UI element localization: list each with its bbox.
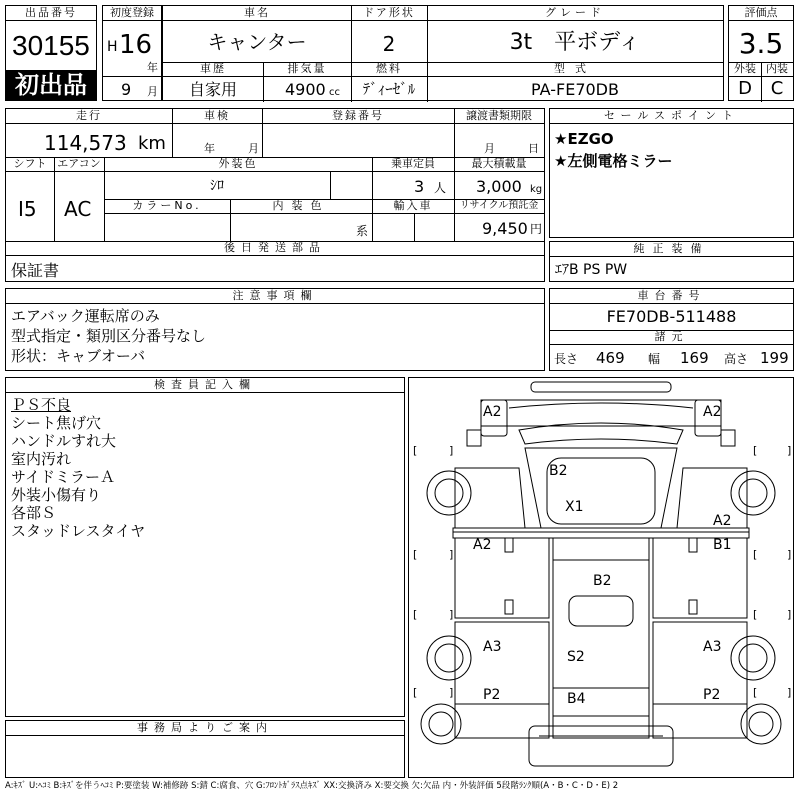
chassis-label: 車台番号: [550, 289, 793, 304]
capacity-label: 乗車定員: [372, 157, 454, 172]
fuel-label: 燃料: [351, 62, 427, 77]
score: 3.5: [738, 27, 784, 60]
bracket-right-1: [: [753, 444, 758, 457]
sales-point-2: ★左側電格ミラー: [554, 152, 673, 170]
capacity-unit: 人: [434, 181, 447, 195]
first-reg-month: 9: [121, 80, 132, 99]
int-color-label: 内装色: [230, 199, 372, 214]
notes-label: 注意事項欄: [6, 289, 544, 304]
length: 469: [596, 349, 625, 367]
legend: A:ｷｽﾞ U:ﾍｺﾐ B:ｷｽﾞを伴うﾍｺﾐ P:要塗装 W:補修跡 S:錆 C:腐食、穴 G:ﾌﾛﾝﾄｶﾞﾗｽ点ｷｽﾞ XX:交換済み X:要交換 欠:欠品 内・外装評価 5段階ﾗﾝｸ順(A・B・C・D・E) 2: [5, 781, 619, 791]
damage-mark-bed-rear: S2: [567, 649, 585, 665]
grade: 3t 平ボディ: [509, 30, 641, 55]
bracket-left-4: [: [413, 686, 418, 699]
note-line-3: 形状：キャブオーバ: [11, 347, 146, 365]
inspector-line-7: 各部Ｓ: [11, 504, 57, 522]
shift-label: シフト: [6, 157, 54, 172]
note-line-1: エアバック運転席のみ: [11, 307, 160, 325]
mileage-label: 走行: [6, 109, 172, 124]
svg-text:]: ]: [449, 608, 454, 621]
sales-points-box: [549, 108, 794, 238]
svg-text:]: ]: [449, 686, 454, 699]
exterior-label: 外装: [729, 62, 761, 77]
damage-mark-cab-roof: B2: [549, 463, 568, 479]
height-label: 高さ: [724, 352, 749, 366]
inspector-label: 検査員記入欄: [6, 378, 404, 393]
history: 自家用: [188, 80, 237, 99]
car-name-label: 車名: [163, 6, 351, 21]
max-load: 3,000: [476, 177, 522, 196]
bracket-right-2: [: [753, 548, 758, 561]
car-name: キャンター: [207, 30, 307, 54]
ac-label: エアコン: [54, 157, 104, 172]
bracket-left-3: [: [413, 608, 418, 621]
reg-no-label: 登録番号: [262, 109, 454, 124]
grade-label: グレード: [427, 6, 723, 21]
sales-point-1: ★EZGO: [554, 130, 614, 148]
equipment: ｴｱB PS PW: [555, 262, 628, 278]
damage-mark-cab-center: X1: [565, 499, 584, 515]
damage-mark-left-bed: A2: [473, 537, 492, 553]
door-label: ドア形状: [351, 6, 427, 21]
interior-label: 内装: [761, 62, 793, 77]
svg-text:]: ]: [449, 548, 454, 561]
damage-mark-left-rear: A3: [483, 639, 502, 655]
ext-color: ｼﾛ: [210, 178, 224, 194]
transfer-month-unit: 月: [484, 142, 495, 155]
era-letter: H: [107, 39, 118, 55]
inspector-line-3: ハンドルすれ大: [11, 432, 117, 450]
damage-mark-rear-bumper: B4: [567, 691, 586, 707]
capacity: 3: [414, 177, 425, 196]
inspector-line-6: 外装小傷有り: [11, 486, 102, 504]
width-label: 幅: [648, 352, 661, 366]
svg-text:]: ]: [787, 608, 792, 621]
equipment-box: [549, 241, 794, 282]
shift: I5: [18, 197, 37, 221]
damage-mark-right-bed: B1: [713, 537, 732, 553]
inspector-box: [5, 377, 405, 717]
chassis-number: FE70DB-511488: [606, 307, 737, 326]
height: 199: [760, 349, 789, 367]
fuel: ﾃﾞｨｰｾﾞﾙ: [362, 80, 416, 98]
inspector-line-1: ＰＳ不良: [11, 396, 72, 414]
office-box: [5, 720, 405, 778]
transfer-label: 譲渡書類期限: [454, 109, 544, 124]
int-color-unit: 系: [356, 224, 369, 238]
damage-mark-bed-center: B2: [593, 573, 612, 589]
inspection-year-unit: 年: [204, 142, 215, 155]
color-no-label: カラーNo.: [104, 199, 230, 214]
mileage: 114,573: [44, 131, 127, 155]
bracket-right-4: [: [753, 686, 758, 699]
lot-number: 30155: [12, 30, 90, 61]
lot-number-label: 出品番号: [6, 6, 96, 21]
svg-text:]: ]: [787, 444, 792, 457]
recycle-label: リサイクル預託金: [454, 199, 544, 214]
later-parts: 保証書: [11, 261, 60, 280]
damage-mark-front-right: A2: [703, 404, 722, 420]
damage-mark-left-tail: P2: [483, 687, 501, 703]
recycle-deposit: 9,450: [482, 219, 528, 238]
score-label: 評価点: [729, 6, 793, 21]
inspector-line-8: スタッドレスタイヤ: [11, 522, 146, 540]
note-line-2: 型式指定・類別区分番号なし: [11, 327, 207, 345]
recycle-unit: 円: [530, 222, 543, 236]
door-count: 2: [382, 32, 396, 56]
year-unit: 年: [147, 61, 158, 74]
month-unit: 月: [147, 85, 158, 98]
inspection-label: 車検: [172, 109, 262, 124]
ac: AC: [64, 197, 92, 221]
inspector-line-5: サイドミラーＡ: [11, 468, 115, 486]
car-info-box: [162, 5, 724, 101]
svg-text:]: ]: [787, 686, 792, 699]
later-parts-label: 後日発送部品: [6, 241, 544, 256]
inspection-month-unit: 月: [248, 142, 259, 155]
bracket-left-2: [: [413, 548, 418, 561]
score-box: [728, 5, 794, 101]
mileage-unit: km: [138, 133, 166, 154]
spec-box: [5, 108, 545, 282]
bracket-left-1: [: [413, 444, 418, 457]
bracket-right-3: [: [753, 608, 758, 621]
inspector-line-2: シート焦げ穴: [11, 414, 102, 432]
lot-number-box: [5, 5, 97, 101]
import-label: 輸入車: [372, 199, 454, 214]
svg-text:]: ]: [787, 548, 792, 561]
width: 169: [680, 349, 709, 367]
first-listing-badge: 初出品: [6, 70, 96, 100]
damage-mark-front-left: A2: [483, 404, 502, 420]
model-code: PA-FE70DB: [531, 80, 619, 99]
first-registration-label: 初度登録: [103, 6, 161, 21]
damage-mark-right-rear: A3: [703, 639, 722, 655]
chassis-box: [549, 288, 794, 371]
vehicle-diagram-box: [408, 377, 794, 778]
max-load-label: 最大積載量: [454, 157, 544, 172]
office-label: 事務局よりご案内: [6, 721, 404, 736]
notes-box: [5, 288, 545, 371]
inspector-line-4: 室内汚れ: [11, 450, 72, 468]
first-reg-year: 16: [119, 30, 153, 60]
equipment-label: 純正装備: [550, 242, 793, 257]
first-registration-box: [102, 5, 162, 101]
displacement: 4900: [285, 80, 326, 99]
max-load-unit: kg: [530, 184, 543, 195]
damage-mark-right-door: A2: [713, 513, 732, 529]
ext-color-label: 外装色: [104, 157, 372, 172]
length-label: 長さ: [554, 352, 579, 366]
displacement-unit: cc: [329, 87, 340, 98]
interior-grade: C: [770, 78, 784, 99]
exterior-grade: D: [738, 78, 752, 99]
model-code-label: 型式: [427, 62, 723, 77]
history-label: 車歴: [163, 62, 263, 77]
displacement-label: 排気量: [263, 62, 351, 77]
transfer-day-unit: 日: [528, 142, 539, 155]
sales-points-label: セールスポイント: [550, 109, 793, 124]
dims-label: 諸元: [550, 330, 793, 345]
damage-mark-right-tail: P2: [703, 687, 721, 703]
svg-text:]: ]: [449, 444, 454, 457]
